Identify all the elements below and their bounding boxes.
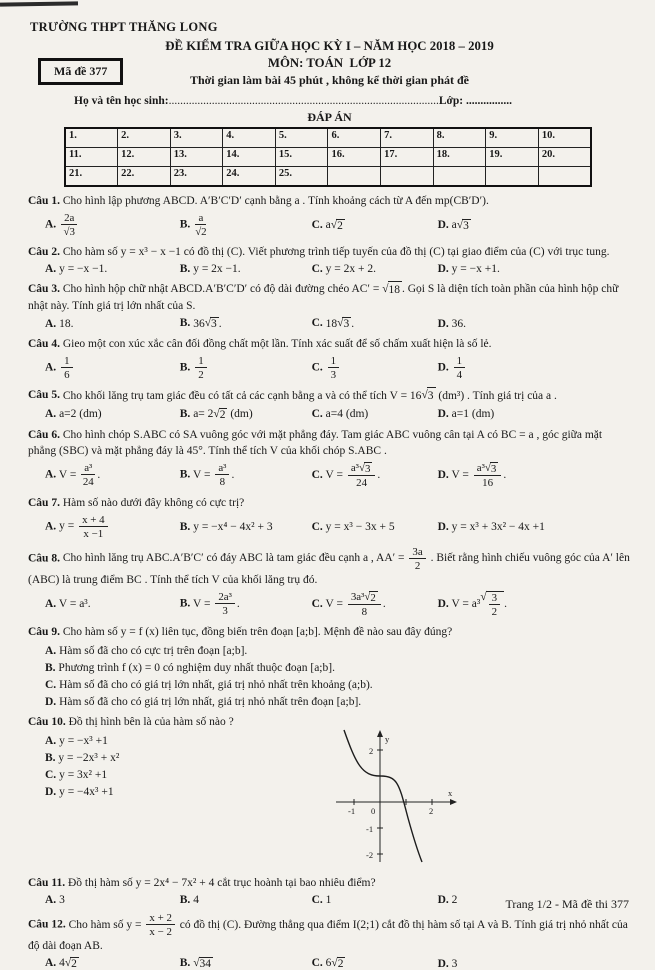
fraction: $\frac{\text{a³}}{24}$	[82, 462, 94, 489]
option-a	[45, 598, 180, 610]
answer-table-row	[65, 128, 591, 148]
option-label: A.	[45, 957, 57, 970]
option-text: V = 3a³ √ 2 8 .	[325, 590, 386, 618]
fraction: $\frac{2a}{√3}$	[61, 212, 77, 238]
option-text: y = 2x −1.	[193, 263, 241, 276]
question-number: Câu 7.	[28, 496, 60, 509]
radical: √ $\frac{3}{2}$	[480, 591, 504, 618]
question-text: Gieo một con xúc xắc cân đối đồng chất một lần. Tính xác suất để số chấm xuất hiện là số lẻ.	[62, 338, 492, 351]
option-c	[312, 591, 438, 618]
option-label: B.	[179, 362, 191, 375]
x-tick-label: 0	[371, 806, 376, 817]
radical: √ 3	[204, 317, 217, 331]
option-b	[180, 957, 312, 970]
question-4	[28, 336, 631, 381]
answer-table-row	[65, 148, 591, 167]
answer-cell: 1.	[65, 128, 118, 148]
question-text: Hàm số nào dưới đây không có cực trị?	[62, 496, 245, 509]
option-text: V = a³ √ 3 24 .	[325, 461, 381, 489]
option-c	[312, 408, 438, 420]
option-text: y = −x +1.	[451, 263, 500, 276]
option-c	[312, 957, 438, 970]
exam-title: ĐỀ KIỂM TRA GIỮA HỌC KỲ I – NĂM HỌC 2018 – 2019	[165, 39, 494, 53]
options-list	[28, 645, 631, 708]
radical: √ 2	[64, 957, 77, 970]
answer-cell: 3.	[170, 128, 223, 148]
answer-table-body	[65, 128, 591, 186]
option-d	[438, 462, 631, 489]
question-number: Câu 5.	[28, 389, 60, 402]
x-axis-arrow	[450, 799, 457, 805]
option-label: C.	[311, 362, 323, 375]
option-label: A.	[45, 408, 57, 421]
question-text: Cho hàm số y = x³ − x −1 có đồ thị (C). Viết phương trình tiếp tuyến của đồ thị (C) tại giao điểm của (C) với trục tung.	[62, 246, 610, 259]
option-b	[180, 521, 312, 533]
fraction: $\frac{1}{6}$	[61, 355, 72, 381]
option-label: C.	[311, 408, 323, 421]
y-tick-label: -1	[366, 824, 374, 835]
option-label: B.	[179, 317, 191, 330]
answer-cell: 16.	[328, 148, 381, 167]
answer-cell: 11.	[65, 148, 118, 167]
question-text: Đồ thị hàm số y = 2x⁴ − 7x² + 4 cắt trục hoành tại bao nhiêu điểm?	[67, 877, 376, 890]
option-label: D.	[437, 520, 449, 533]
option-label: D.	[437, 957, 449, 970]
option-text: y = −x −1.	[59, 263, 108, 276]
option-text	[193, 355, 208, 382]
question-number: Câu 4.	[28, 338, 60, 351]
fraction: a³ √ 3 16	[474, 462, 502, 489]
option-label: A.	[45, 894, 57, 907]
option-label: B.	[45, 752, 56, 765]
option-d	[438, 958, 631, 970]
answer-cell: 24.	[223, 167, 276, 187]
radical: √ 2	[330, 218, 343, 232]
option-a	[45, 957, 180, 970]
option-text: a=1 (dm)	[451, 408, 495, 421]
option-d	[438, 318, 631, 330]
option-b	[180, 263, 312, 275]
option-label: B.	[179, 520, 191, 533]
y-axis-label: y	[385, 734, 390, 745]
option-b	[180, 462, 312, 488]
option-c	[312, 894, 438, 906]
option-text: 3	[59, 894, 65, 907]
option-text: y = −4x³ +1	[59, 786, 114, 799]
question-number: Câu 10.	[28, 716, 66, 729]
question-8	[28, 546, 631, 618]
option-label: A.	[45, 645, 57, 658]
radical: √ 2	[331, 957, 344, 970]
option-label: C.	[311, 598, 323, 611]
option-label: C.	[311, 468, 323, 481]
answer-cell: 9.	[486, 128, 539, 148]
answer-cell: 6.	[328, 128, 381, 148]
option-b	[180, 408, 312, 421]
question-text: Cho hàm số y = $\frac{x + 2}{x - 2}$ có đồ thị (C). Đường thẳng qua điểm I(2;1) cắt đồ thị hàm số tại A và B. Tính giá trị nhỏ nhất của độ dài đoạn AB.	[28, 912, 628, 953]
option-text: y = x³ − 3x + 5	[325, 520, 395, 533]
answer-cell	[328, 167, 381, 187]
answer-cell	[538, 167, 591, 187]
options-list	[28, 730, 328, 798]
option-label: A.	[45, 468, 57, 481]
option-text: Hàm số đã cho có cực trị trên đoạn [a;b].	[59, 645, 248, 658]
option-label: A.	[45, 218, 57, 231]
fraction: $\frac{x + 2}{x - 2}$	[146, 912, 175, 938]
options-row	[28, 462, 631, 489]
option-b	[180, 212, 312, 238]
option-label: D.	[45, 786, 57, 799]
question-number: Câu 1.	[28, 195, 60, 207]
question-9	[28, 624, 631, 708]
question-2	[28, 244, 631, 275]
exam-header	[28, 20, 631, 107]
option-a	[45, 462, 180, 488]
option-d	[438, 521, 631, 533]
option-text	[326, 355, 341, 382]
answer-cell	[381, 167, 434, 187]
question-6	[28, 427, 631, 489]
option-label: C.	[311, 520, 323, 533]
option-b	[28, 752, 328, 764]
option-label: D.	[437, 408, 449, 421]
option-a	[45, 318, 180, 330]
option-label: D.	[437, 598, 449, 611]
option-a	[45, 408, 180, 420]
fraction: $\frac{1}{3}$	[328, 355, 339, 381]
answer-cell: 22.	[118, 167, 171, 187]
option-label: B.	[179, 407, 191, 420]
option-b	[28, 662, 631, 674]
option-d	[438, 263, 631, 275]
option-text: y = 3x² +1	[59, 769, 108, 782]
fraction: $\frac{3}{2}$	[489, 592, 500, 618]
option-label: B.	[179, 894, 191, 907]
x-axis-label: x	[448, 788, 453, 799]
fraction: $\frac{1}{2}$	[195, 355, 206, 381]
question-number: Câu 8.	[28, 552, 60, 565]
option-c	[28, 679, 631, 691]
option-label: D.	[45, 696, 57, 709]
option-text	[452, 355, 467, 382]
answer-cell: 7.	[381, 128, 434, 148]
option-label: B.	[179, 468, 191, 481]
radical: √ 3	[456, 218, 469, 232]
option-c	[312, 462, 438, 489]
question-7	[28, 495, 631, 540]
options-row	[28, 591, 631, 618]
options-row	[28, 514, 631, 540]
fraction: $\frac{1}{4}$	[454, 355, 465, 381]
option-label: D.	[437, 218, 449, 231]
radical: √ 18	[382, 281, 402, 298]
subject-line: MÔN: TOÁN LỚP 12	[267, 56, 392, 70]
answer-cell	[433, 167, 486, 187]
option-a	[28, 735, 328, 747]
answer-cell: 20.	[538, 148, 591, 167]
answer-cell: 23.	[170, 167, 223, 187]
option-d	[28, 786, 328, 798]
option-text: 18.	[59, 317, 74, 330]
answer-cell: 14.	[223, 148, 276, 167]
option-a	[45, 514, 180, 540]
option-c	[312, 521, 438, 533]
question-5	[28, 387, 631, 420]
exam-code-box: Mã đề 377	[38, 58, 123, 85]
question-text: Cho hình lập phương ABCD. A′B′C′D′ cạnh bằng a . Tính khoảng cách từ A đến mp(CB′D′).	[62, 195, 489, 207]
option-text: 2	[451, 894, 458, 907]
answer-cell: 12.	[118, 148, 171, 167]
question-text: Cho khối lăng trụ tam giác đều có tất cả các cạnh bằng a và có thể tích V = 16 √ 3 (dm³) . Tính giá trị của a .	[63, 390, 557, 402]
answer-cell: 25.	[275, 167, 328, 187]
answer-cell: 4.	[223, 128, 276, 148]
options-row	[28, 355, 631, 381]
option-label: C.	[311, 957, 323, 970]
option-c	[312, 263, 438, 275]
x-tick-label: 2	[429, 806, 434, 817]
option-c	[312, 219, 438, 232]
answer-key-title: ĐÁP ÁN	[307, 110, 352, 124]
option-text: Hàm số đã cho có giá trị lớn nhất, giá trị nhỏ nhất trên khoảng (a;b).	[59, 679, 373, 692]
radical: √ 3	[337, 317, 350, 331]
option-text: V = a³.	[58, 598, 91, 611]
option-text: V = $\frac{\text{2a³}}{3}$ .	[192, 591, 240, 618]
fraction: $\frac{3a}{2}$	[409, 546, 425, 572]
option-text	[193, 212, 208, 239]
option-d	[438, 591, 631, 618]
option-label: A.	[45, 317, 57, 330]
options-row	[28, 317, 631, 330]
option-a	[45, 894, 180, 906]
y-tick-label: -2	[366, 850, 374, 861]
radical: √ 3	[421, 387, 435, 404]
y-tick-label: 2	[369, 746, 374, 757]
option-text	[59, 212, 79, 239]
option-text: y = −2x³ + x²	[58, 752, 120, 765]
question-12	[28, 912, 631, 970]
option-label: A.	[45, 263, 57, 276]
fraction: $\frac{x + 4}{x -1}$	[79, 514, 108, 540]
duration-line: Thời gian làm bài 45 phút , không kể thời gian phát đề	[189, 73, 470, 87]
option-text: V = a³ √ 3 16 .	[451, 461, 507, 489]
radical: √ 2	[213, 407, 226, 421]
option-text: y = x³ + 3x² − 4x +1	[451, 520, 545, 533]
student-name-label: Họ và tên học sinh:	[74, 95, 169, 107]
option-a	[45, 263, 180, 275]
option-label: A.	[45, 735, 57, 748]
question-10	[28, 714, 631, 869]
answer-cell: 8.	[433, 128, 486, 148]
option-text: a √ 3	[451, 218, 469, 232]
option-text: V = $\frac{\text{a³}}{8}$ .	[192, 462, 235, 489]
option-text	[193, 957, 213, 969]
option-text: a √ 2	[325, 218, 343, 232]
option-text: a=2 (dm)	[59, 408, 102, 421]
option-text: 18 √ 3 .	[325, 317, 355, 331]
option-text: 3	[451, 957, 458, 970]
radical: √ 34	[193, 957, 211, 970]
answer-cell: 2.	[118, 128, 171, 148]
option-b	[180, 591, 312, 617]
option-text: 1	[325, 894, 332, 907]
option-label: C.	[311, 894, 323, 907]
option-c	[312, 355, 438, 381]
option-label: C.	[311, 317, 323, 330]
option-label: D.	[437, 263, 449, 276]
option-label: A.	[45, 598, 57, 611]
question-text: Cho hình lăng trụ ABC.A′B′C′ có đáy ABC là tam giác đều cạnh a , AA′ = $\frac{3a}{2}$ . Biết rằng hình chiếu vuông góc của A′ lên (ABC) là trung điểm BC . Tính thể tích V của khối lăng trụ đó.	[28, 545, 630, 586]
radical: √ 3	[358, 461, 371, 475]
option-label: A.	[45, 362, 57, 375]
option-text: 6 √ 2	[325, 957, 344, 970]
fraction: a³ √ 3 24	[348, 462, 376, 489]
option-a	[45, 212, 180, 238]
question-text: Cho hình hộp chữ nhật ABCD.A′B′C′D′ có độ dài đường chéo AC′ = √ 18 . Gọi S là diện tích toàn phần của hình hộp chữ nhật này. Tính giá trị lớn nhất của S.	[28, 283, 619, 313]
fraction: $\frac{\text{2a³}}{3}$	[215, 591, 235, 617]
student-info-line	[28, 95, 631, 107]
option-b	[180, 894, 312, 906]
option-text: V = $\frac{\text{a³}}{24}$ .	[58, 462, 101, 489]
option-label: A.	[45, 520, 57, 533]
option-b	[180, 355, 312, 381]
option-text: 4	[193, 894, 199, 907]
question-text: Đồ thị hình bên là của hàm số nào ?	[68, 716, 234, 729]
option-d	[28, 696, 631, 708]
question-number: Câu 11.	[28, 877, 66, 890]
fraction: 3a³ √ 2 8	[348, 591, 381, 618]
option-text: y = 2x + 2.	[325, 263, 377, 276]
option-text: 4 √ 2	[59, 957, 77, 970]
question-3	[28, 281, 631, 330]
option-text: Phương trình f (x) = 0 có nghiệm duy nhất thuộc đoạn [a;b].	[58, 662, 335, 675]
option-text: y = −x⁴ − 4x² + 3	[193, 520, 273, 533]
option-c	[28, 769, 328, 781]
options-row	[28, 263, 631, 275]
answer-cell: 13.	[170, 148, 223, 167]
option-d	[438, 408, 631, 420]
class-label: Lớp: ................	[438, 95, 512, 107]
answer-table	[64, 127, 592, 187]
option-a	[45, 355, 180, 381]
question-number: Câu 6.	[28, 428, 60, 441]
fraction: $\frac{\text{a³}}{8}$	[215, 462, 229, 488]
question-1	[28, 193, 631, 238]
option-label: C.	[311, 218, 323, 231]
answer-table-row	[65, 167, 591, 187]
cubic-graph-figure	[328, 726, 460, 869]
question-number: Câu 2.	[28, 246, 60, 259]
option-text: V = a³ √ $\frac{3}{2}$ .	[451, 590, 507, 618]
option-text: Hàm số đã cho có giá trị lớn nhất, giá trị nhỏ nhất trên đoạn [a;b].	[59, 696, 362, 709]
answer-cell: 18.	[433, 148, 486, 167]
options-row	[28, 408, 631, 421]
option-label: D.	[437, 362, 449, 375]
question-number: Câu 3.	[28, 283, 60, 296]
radical: √ 3	[484, 461, 497, 475]
option-text: a=4 (dm)	[325, 408, 369, 421]
option-text: 36 √ 3 .	[193, 317, 222, 331]
option-b	[180, 317, 312, 330]
page-footer: Trang 1/2 - Mã đề thi 377	[505, 897, 629, 911]
school-name: TRƯỜNG THPT THĂNG LONG	[30, 20, 218, 34]
options-row	[28, 957, 631, 970]
option-a	[28, 645, 631, 657]
answer-cell	[486, 167, 539, 187]
x-tick-label: -1	[348, 806, 356, 817]
option-label: C.	[311, 263, 323, 276]
option-label: D.	[437, 468, 449, 481]
option-label: C.	[45, 769, 57, 782]
answer-cell: 10.	[538, 128, 591, 148]
fraction: $\frac{a}{√2}$	[195, 212, 207, 239]
answer-cell: 19.	[486, 148, 539, 167]
option-label: B.	[179, 263, 191, 276]
y-axis-arrow	[377, 730, 383, 737]
answer-cell: 5.	[275, 128, 328, 148]
answer-cell: 21.	[65, 167, 118, 187]
option-c	[312, 317, 438, 330]
option-d	[438, 219, 631, 232]
question-number: Câu 12.	[28, 918, 66, 931]
option-text: a= 2 √ 2 (dm)	[193, 407, 253, 421]
option-text	[59, 355, 74, 382]
student-name-dots: ..............................................................................................	[168, 95, 439, 107]
option-text: y = −x³ +1	[59, 735, 108, 748]
option-label: B.	[179, 598, 191, 611]
option-label: B.	[179, 957, 191, 970]
question-text: Cho hình chóp S.ABC có SA vuông góc với mặt phẳng đáy. Tam giác ABC vuông cân tại A có BC = a , góc giữa mặt phẳng (SBC) và mặt phẳng đáy là 45°. Tính thể tích V của khối chóp S.ABC .	[28, 428, 603, 457]
option-label: C.	[45, 679, 57, 692]
question-text: Cho hàm số y = f (x) liên tục, đồng biến trên đoạn [a;b]. Mệnh đề nào sau đây đúng?	[62, 625, 453, 638]
options-row	[28, 212, 631, 238]
option-label: B.	[179, 218, 191, 231]
radical: √ 2	[364, 590, 376, 604]
option-label: D.	[437, 317, 449, 330]
option-label: D.	[437, 894, 449, 907]
option-text: y = $\frac{x + 4}{x -1}$	[59, 520, 110, 532]
option-d	[438, 355, 631, 381]
question-number: Câu 9.	[28, 625, 60, 638]
answer-cell: 17.	[381, 148, 434, 167]
answer-cell: 15.	[275, 148, 328, 167]
option-label: B.	[45, 662, 56, 675]
option-text: 36.	[451, 317, 467, 330]
